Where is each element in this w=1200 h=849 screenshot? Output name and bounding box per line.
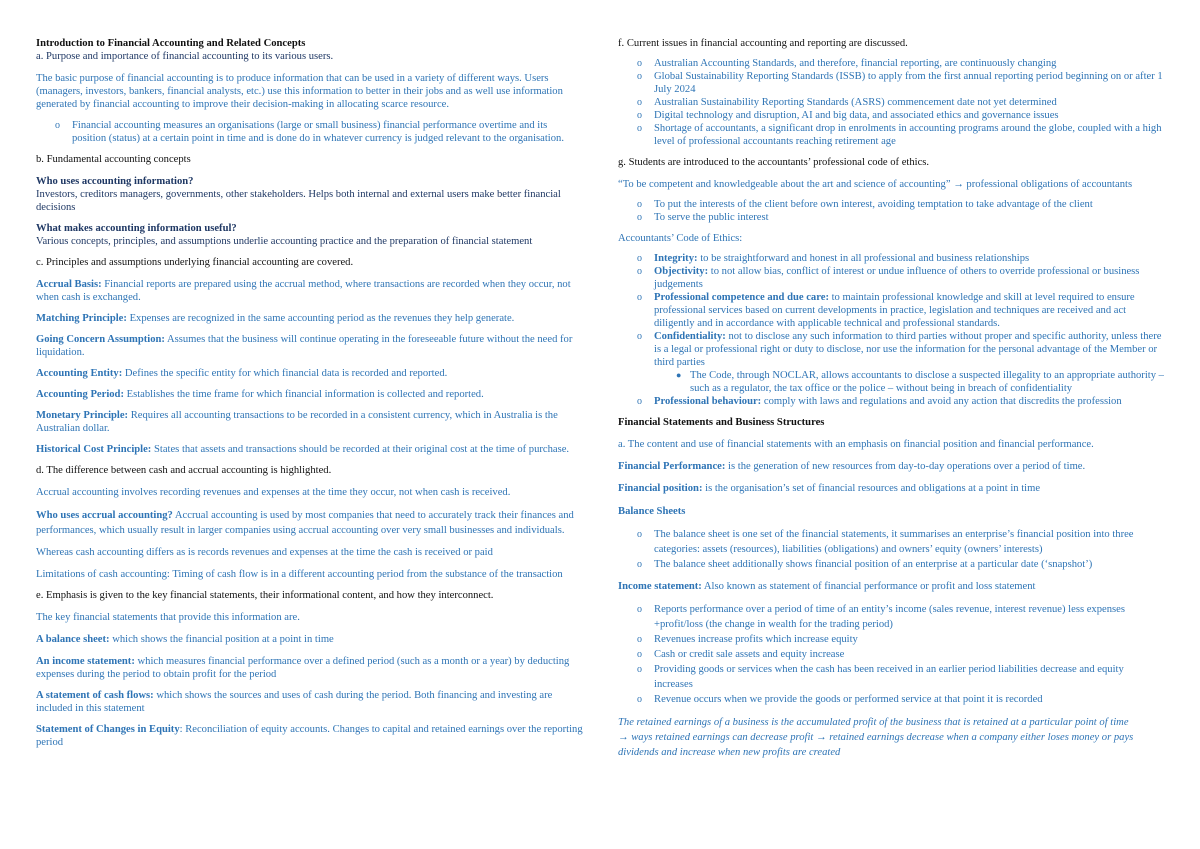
financial-statements-heading: Financial Statements and Business Structures	[618, 417, 825, 428]
useful-block	[36, 222, 584, 248]
principles-list	[36, 278, 584, 456]
list-item: o Digital technology and disruption, AI and big data, and associated ethics and governance issues	[637, 110, 1059, 121]
current-issues-list	[618, 57, 1165, 148]
section-a-list	[36, 119, 584, 145]
list-item: o Objectivity: to not allow bias, conflict of interest or undue influence of others to override professional or business judgements	[637, 266, 1140, 290]
list-item: o Financial accounting measures an organisations (large or small business) financial performance overtime and its position (status) at a certain point in time and is done do in whatever currency is judged relevant to the organisation.	[55, 120, 564, 144]
principle-item: Monetary Principle: Requires all accounting transactions to be recorded in a consistent currency, which in Australia is the Australian dollar.	[36, 410, 558, 434]
list-item: o Reports performance over a period of time of an entity’s income (sales revenue, interest revenue) less expenses +profit/loss (the change in wealth for the trading period)	[637, 604, 1125, 630]
list-item: o Providing goods or services when the cash has been received in an earlier period liabilities decrease and equity increases	[637, 664, 1124, 690]
list-item: o Australian Sustainability Reporting Standards (ASRS) commencement date not yet determined	[637, 97, 1057, 108]
useful-question: What makes accounting information useful?	[36, 223, 237, 234]
section-d-heading: d. The difference between cash and accrual accounting is highlighted.	[36, 465, 332, 476]
principle-item: Going Concern Assumption: Assumes that the business will continue operating in the foreseeable future without the need for liquidation.	[36, 334, 573, 358]
right-column	[618, 37, 1165, 768]
bullet-marker: o	[55, 120, 60, 131]
accrual-answer: Accrual accounting is used by most companies that need to accurately track their finances and performances, which usually result in larger companies using accrual accounting over very small businesses and individuals.	[36, 510, 574, 536]
income-statement-list	[618, 602, 1165, 707]
section-d-paragraph: Accrual accounting involves recording revenues and expenses at the time they occur, not when cash is received.	[36, 487, 511, 498]
code-of-ethics-heading: Accountants’ Code of Ethics:	[618, 233, 743, 244]
who-uses-answer: Investors, creditors managers, governments, other stakeholders. Helps both internal and external users make better financial decisions	[36, 189, 561, 213]
list-item: o Shortage of accountants, a significant drop in enrolments in accounting programs around the globe, coupled with a high level of professional accountants reaching retirement age	[637, 123, 1162, 147]
section-e-heading: e. Emphasis is given to the key financial statements, their informational content, and how they interconnect.	[36, 590, 494, 601]
section-a-heading: a. Purpose and importance of financial accounting to its various users.	[36, 51, 334, 62]
statement-item: An income statement: which measures financial performance over a defined period (such as a month or a year) by deducting expenses during the period to obtain profit for the period	[36, 656, 570, 680]
ethics-list	[618, 252, 1165, 408]
arrow-icon: →	[816, 732, 827, 743]
list-item: o The balance sheet additionally shows financial position of an enterprise at a particular date (‘snapshot’)	[637, 559, 1093, 570]
section-c-heading: c. Principles and assumptions underlying financial accounting are covered.	[36, 257, 354, 268]
section-g-heading: g. Students are introduced to the accountants’ professional code of ethics.	[618, 157, 930, 168]
limitations-paragraph: Limitations of cash accounting: Timing of cash flow is in a different accounting period from the substance of the transaction	[36, 569, 563, 580]
section-a-paragraph: The basic purpose of financial accounting is to produce information that can be used in a variety of different ways. Users (managers, investors, bankers, financial analysts, etc.) use this information to better in their jobs and as well use information generated by financial accounting to improve their decision-making in allocating scarce resource.	[36, 73, 563, 110]
left-column	[36, 37, 584, 757]
who-uses-block	[36, 175, 584, 214]
statement-item: A statement of cash flows: which shows the sources and uses of cash during the period. Both financing and investing are included in this statement	[36, 690, 553, 714]
list-item: o Global Sustainability Reporting Standards (ISSB) to apply from the first annual reporting period beginning on or after 1 July 2024	[637, 71, 1163, 95]
principle-item: Historical Cost Principle: States that assets and transactions should be recorded at their original cost at the time of purchase.	[36, 444, 570, 455]
principle-item: Matching Principle: Expenses are recognized in the same accounting period as the revenues they help generate.	[36, 313, 515, 324]
section-f-heading: f. Current issues in financial accounting and reporting are discussed.	[618, 38, 908, 49]
list-item: o Confidentiality: not to disclose any such information to third parties without proper and specific authority, unless there is a legal or professional right or duty to disclose, nor use the information for the personal advantage of the Member or third parties	[637, 331, 1162, 368]
fs-section-a: a. The content and use of financial statements with an emphasis on financial position and financial performance.	[618, 439, 1094, 450]
principle-item: Accounting Period: Establishes the time frame for which financial information is collected and reported.	[36, 389, 484, 400]
list-item: o To put the interests of the client before own interest, avoiding temptation to take advantage of the client	[637, 199, 1093, 210]
who-uses-question: Who uses accounting information?	[36, 176, 194, 187]
list-item: o To serve the public interest	[637, 212, 769, 223]
list-item: o Integrity: to be straightforward and honest in all professional and business relationships	[637, 253, 1030, 264]
arrow-icon: →	[953, 179, 964, 190]
financial-performance: Financial Performance: is the generation of new resources from day-to-day operations over a period of time.	[618, 461, 1086, 472]
list-item: o The balance sheet is one set of the financial statements, it summarises an enterprise’s financial position into three categories: assets (resources), liabilities (obligations) and owners’ equity (owners’ interests)	[637, 529, 1134, 555]
list-item: o Australian Accounting Standards, and therefore, financial reporting, are continuously changing	[637, 58, 1057, 69]
page-title: Introduction to Financial Accounting and Related Concepts	[36, 38, 306, 49]
accrual-block	[36, 508, 584, 538]
accrual-question: Who uses accrual accounting?	[36, 510, 173, 521]
list-item: o Revenue occurs when we provide the goods or performed service at that point it is recorded	[637, 694, 1043, 705]
income-statement: Income statement: Also known as statement of financial performance or profit and loss statement	[618, 581, 1036, 592]
statement-item: Statement of Changes in Equity: Reconciliation of equity accounts. Changes to capital and retained earnings over the reporting period	[36, 724, 583, 748]
balance-sheets-heading: Balance Sheets	[618, 506, 686, 517]
list-sub-item: ● The Code, through NOCLAR, allows accountants to disclose a suspected illegality to an appropriate authority – such as a regulator, the tax office or the police – without being in breach of confidentiality	[676, 370, 1164, 394]
obligations-list	[618, 198, 1165, 224]
balance-sheet-list	[618, 527, 1165, 572]
section-b-heading: b. Fundamental accounting concepts	[36, 154, 191, 165]
principle-item: Accounting Entity: Defines the specific entity for which financial data is recorded and reported.	[36, 368, 448, 379]
list-item: o Professional competence and due care: to maintain professional knowledge and skill at level required to ensure professional services based on current developments in practice, legislation and techniques are received and act diligently and in accordance with applicable technical and professional standards.	[637, 292, 1135, 329]
list-item: o Revenues increase profits which increase equity	[637, 634, 858, 645]
retained-earnings-note: The retained earnings of a business is the accumulated profit of the business that is retained at a particular point of time → ways retained earnings can decrease profit → retained earnings decrease when a company either loses money or pays dividends and increase when new profits are created	[618, 717, 1134, 758]
statement-item: A balance sheet: which shows the financial position at a point in time	[36, 634, 334, 645]
section-e-intro: The key financial statements that provide this information are.	[36, 612, 300, 623]
useful-answer: Various concepts, principles, and assumptions underlie accounting practice and the preparation of financial statement	[36, 236, 533, 247]
statements-list	[36, 633, 584, 749]
list-item: o Cash or credit sale assets and equity increase	[637, 649, 845, 660]
financial-position: Financial position: is the organisation’s set of financial resources and obligations at a point in time	[618, 483, 1041, 494]
list-item: o Professional behaviour: comply with laws and regulations and avoid any action that discredits the profession	[637, 396, 1122, 407]
ethics-quote: “To be competent and knowledgeable about the art and science of accounting” → professional obligations of accountants	[618, 179, 1133, 190]
principle-item: Accrual Basis: Financial reports are prepared using the accrual method, where transactions are recorded when they occur, not when cash is exchanged.	[36, 279, 571, 303]
cash-paragraph: Whereas cash accounting differs as is records revenues and expenses at the time the cash is received or paid	[36, 547, 493, 558]
arrow-icon: →	[618, 732, 629, 743]
